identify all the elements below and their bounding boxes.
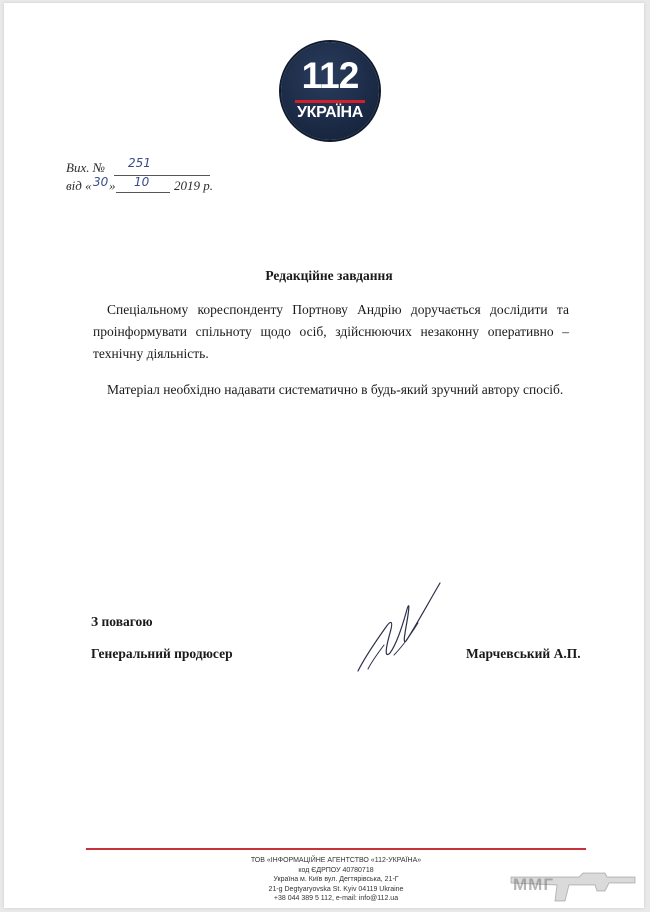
date-mid: » <box>109 178 116 193</box>
body-paragraph: Матеріал необхідно надавати систематично в будь-який зручний автору спосіб. <box>107 382 564 397</box>
handwritten-signature <box>350 579 446 679</box>
watermark-text: ММГ <box>513 875 554 894</box>
footer-company-code: код ЄДРПОУ 40780718 <box>298 866 374 874</box>
signer-position: Генеральний продюсер <box>91 646 233 661</box>
footer-company-name: ТОВ «ІНФОРМАЦІЙНЕ АГЕНТСТВО «112-УКРАЇНА» <box>250 857 422 864</box>
date-prefix: від « <box>66 178 92 193</box>
footer-address-en: 21-g Degtyaryovska St. Kyiv 04119 Ukraine <box>268 885 404 893</box>
outgoing-number-value: 251 <box>128 156 151 170</box>
signer-name: Марчевський А.П. <box>466 646 581 661</box>
site-watermark <box>509 861 639 905</box>
logo-text: УКРАЇНА <box>297 104 363 121</box>
number-underline <box>114 175 210 176</box>
channel-logo <box>281 42 379 140</box>
date-year: 2019 р. <box>174 178 213 193</box>
document-page <box>4 3 644 908</box>
footer-contacts: +38 044 389 5 112, e-mail: info@112.ua <box>273 895 399 902</box>
footer-divider <box>86 848 586 850</box>
body-paragraph: Спеціальному кореспонденту Портнову Андрію доручається дослідити та проінформувати спільноту щодо осіб, здійснюючих незаконну оперативно – технічну діяльність. <box>93 302 569 361</box>
date-day: 30 <box>93 175 109 189</box>
date-month: 10 <box>134 175 150 189</box>
month-underline <box>116 192 170 193</box>
closing-regards: З повагою <box>91 614 153 629</box>
logo-number: 112 <box>301 55 359 96</box>
outgoing-number-label: Вих. № <box>66 160 105 175</box>
footer-address-ua: Україна м. Київ вул. Дегтярівська, 21-Г <box>273 876 399 883</box>
document-title: Редакційне завдання <box>265 268 393 283</box>
